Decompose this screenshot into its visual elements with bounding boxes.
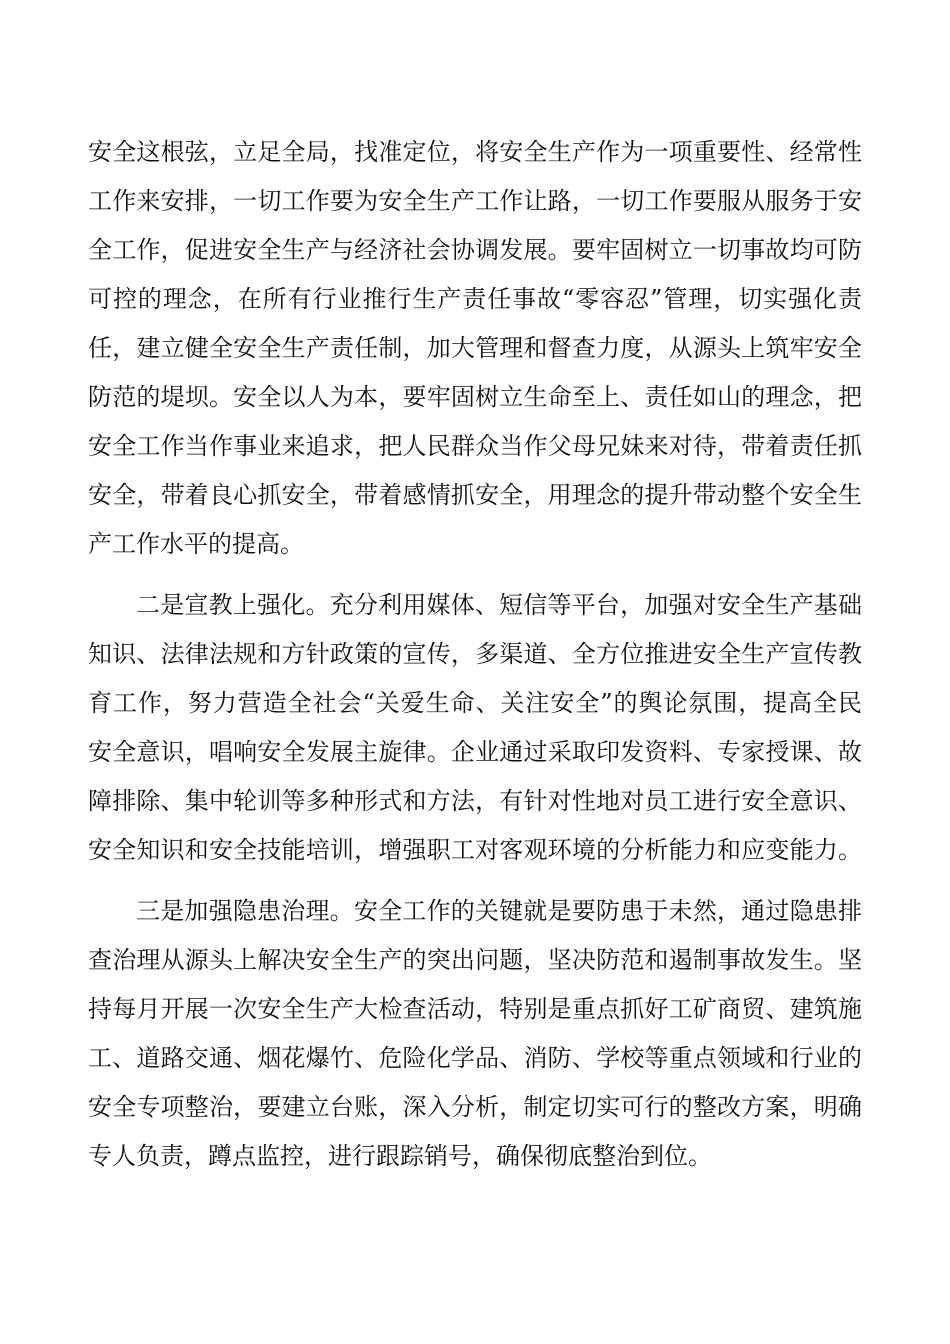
text-line: 安全专项整治，要建立台账，深入分析，制定切实可行的整改方案，明确	[88, 1093, 862, 1121]
text-line: 工、道路交通、烟花爆竹、危险化学品、消防、学校等重点领域和行业的	[88, 1044, 862, 1072]
text-line: 安全意识，唱响安全发展主旋律。企业通过采取印发资料、专家授课、故	[88, 738, 862, 766]
text-line: 可控的理念，在所有行业推行生产责任事故“零容忍”管理，切实强化责	[88, 285, 862, 313]
text-line: 产工作水平的提高。	[88, 530, 304, 558]
text-line: 育工作，努力营造全社会“关爱生命、关注安全”的舆论氛围，提高全民	[88, 689, 862, 717]
text-line: 知识、法律法规和方针政策的宣传，多渠道、全方位推进安全生产宣传教	[88, 640, 862, 668]
text-line: 安全这根弦，立足全局，找准定位，将安全生产作为一项重要性、经常性	[88, 138, 862, 166]
text-line: 专人负责，蹲点监控，进行跟踪销号，确保彻底整治到位。	[88, 1142, 712, 1170]
text-line: 工作来安排，一切工作要为安全生产工作让路，一切工作要服从服务于安	[88, 187, 862, 215]
text-line: 安全工作当作事业来追求，把人民群众当作父母兄妹来对待，带着责任抓	[88, 432, 862, 460]
text-line: 三是加强隐患治理。安全工作的关键就是要防患于未然，通过隐患排	[136, 897, 862, 925]
text-line: 防范的堤坝。安全以人为本，要牢固树立生命至上、责任如山的理念，把	[88, 383, 862, 411]
text-line: 全工作，促进安全生产与经济社会协调发展。要牢固树立一切事故均可防	[88, 236, 862, 264]
text-line: 持每月开展一次安全生产大检查活动，特别是重点抓好工矿商贸、建筑施	[88, 995, 862, 1023]
text-line: 任，建立健全安全生产责任制，加大管理和督查力度，从源头上筑牢安全	[88, 334, 862, 362]
text-line: 安全，带着良心抓安全，带着感情抓安全，用理念的提升带动整个安全生	[88, 481, 862, 509]
text-line: 二是宣教上强化。充分利用媒体、短信等平台，加强对安全生产基础	[136, 591, 862, 619]
text-line: 查治理从源头上解决安全生产的突出问题，坚决防范和遏制事故发生。坚	[88, 946, 862, 974]
text-line: 安全知识和安全技能培训，增强职工对客观环境的分析能力和应变能力。	[88, 836, 862, 864]
text-line: 障排除、集中轮训等多种形式和方法，有针对性地对员工进行安全意识、	[88, 787, 862, 815]
